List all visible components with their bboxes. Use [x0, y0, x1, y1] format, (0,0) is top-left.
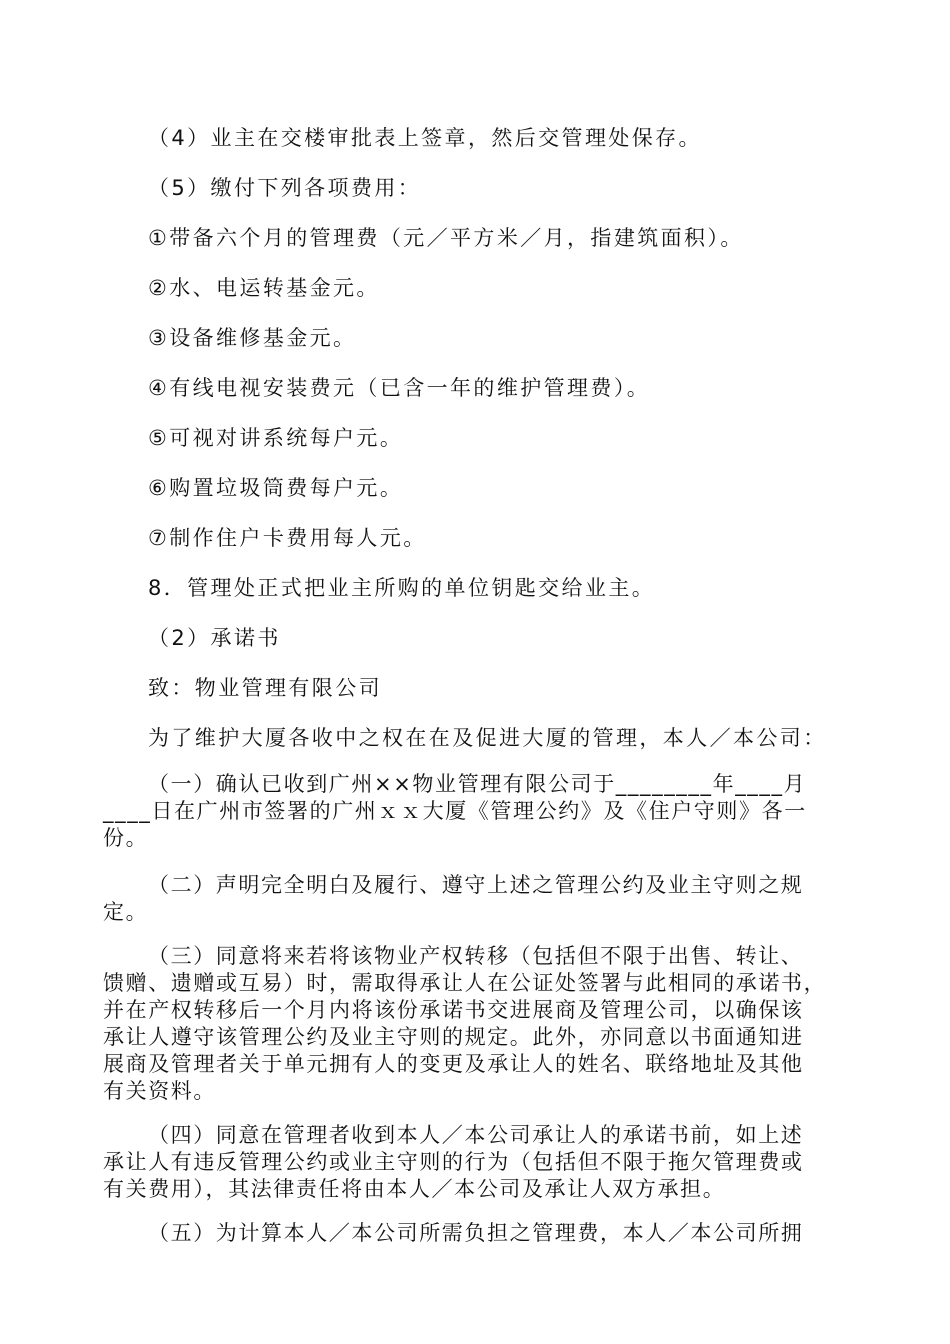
pledge-clause-4: [103, 1122, 855, 1203]
pledge-clause-2: [103, 872, 855, 926]
text-line-fee-sub-4: ④有线电视安装费元（已含一年的维护管理费）。: [148, 376, 651, 400]
pledge-clause-3-line-3: 并在产权转移后一个月内将该份承诺书交进展商及管理公司，以确保该: [103, 998, 804, 1022]
text-line-fee-item-4: （4）业主在交楼审批表上签章，然后交管理处保存。: [148, 126, 702, 150]
pledge-clause-3-line-4: 承让人遵守该管理公约及业主守则的规定。此外，亦同意以书面通知进: [103, 1025, 804, 1049]
pledge-clause-3-line-1: （三）同意将来若将该物业产权转移（包括但不限于出售、转让、: [148, 944, 804, 968]
pledge-clause-1-line-1: （一）确认已收到广州××物业管理有限公司于________年____月: [148, 772, 807, 796]
section-heading-pledge: （2）承诺书: [148, 626, 281, 650]
text-line-fee-sub-1: ①带备六个月的管理费（元／平方米／月，指建筑面积）。: [148, 226, 744, 250]
pledge-clause-3: [103, 943, 855, 1105]
text-line-fee-sub-3: ③设备维修基金元。: [148, 326, 357, 350]
pledge-clause-3-line-2: 馈赠、遗赠或互易）时，需取得承让人在公证处签署与此相同的承诺书，: [103, 971, 827, 995]
text-line-fee-sub-6: ⑥购置垃圾筒费每户元。: [148, 476, 404, 500]
pledge-clause-2-line-1: （二）声明完全明白及履行、遵守上述之管理公约及业主守则之规: [148, 873, 804, 897]
pledge-intro: 为了维护大厦各收中之权在在及促进大厦的管理，本人／本公司：: [148, 726, 827, 750]
pledge-clause-4-line-1: （四）同意在管理者收到本人／本公司承让人的承诺书前，如上述: [148, 1123, 804, 1147]
text-line-fee-sub-2: ②水、电运转基金元。: [148, 276, 380, 300]
pledge-clause-4-line-3: 有关费用），其法律责任将由本人／本公司及承让人双方承担。: [103, 1177, 726, 1201]
pledge-clause-1-line-2: ____日在广州市签署的广州ｘｘ大厦《管理公约》及《住户守则》各一: [103, 799, 807, 823]
pledge-clause-2-line-2: 定。: [103, 900, 149, 924]
text-line-key-handover: 8．管理处正式把业主所购的单位钥匙交给业主。: [148, 576, 656, 600]
pledge-clause-3-line-5: 展商及管理者关于单元拥有人的变更及承让人的姓名、联络地址及其他: [103, 1052, 804, 1076]
pledge-clause-5-line-1: （五）为计算本人／本公司所需负担之管理费，本人／本公司所拥: [148, 1221, 804, 1245]
pledge-clause-4-line-2: 承让人有违反管理公约或业主守则的行为（包括但不限于拖欠管理费或: [103, 1150, 804, 1174]
pledge-clause-5: [103, 1220, 855, 1247]
pledge-clause-1: [103, 771, 855, 852]
text-line-fee-item-5: （5）缴付下列各项费用：: [148, 176, 422, 200]
text-line-fee-sub-7: ⑦制作住户卡费用每人元。: [148, 526, 427, 550]
pledge-addressee: 致：物业管理有限公司: [148, 676, 382, 700]
pledge-clause-1-line-3: 份。: [103, 826, 149, 850]
pledge-clause-3-line-6: 有关资料。: [103, 1079, 216, 1103]
text-line-fee-sub-5: ⑤可视对讲系统每户元。: [148, 426, 404, 450]
